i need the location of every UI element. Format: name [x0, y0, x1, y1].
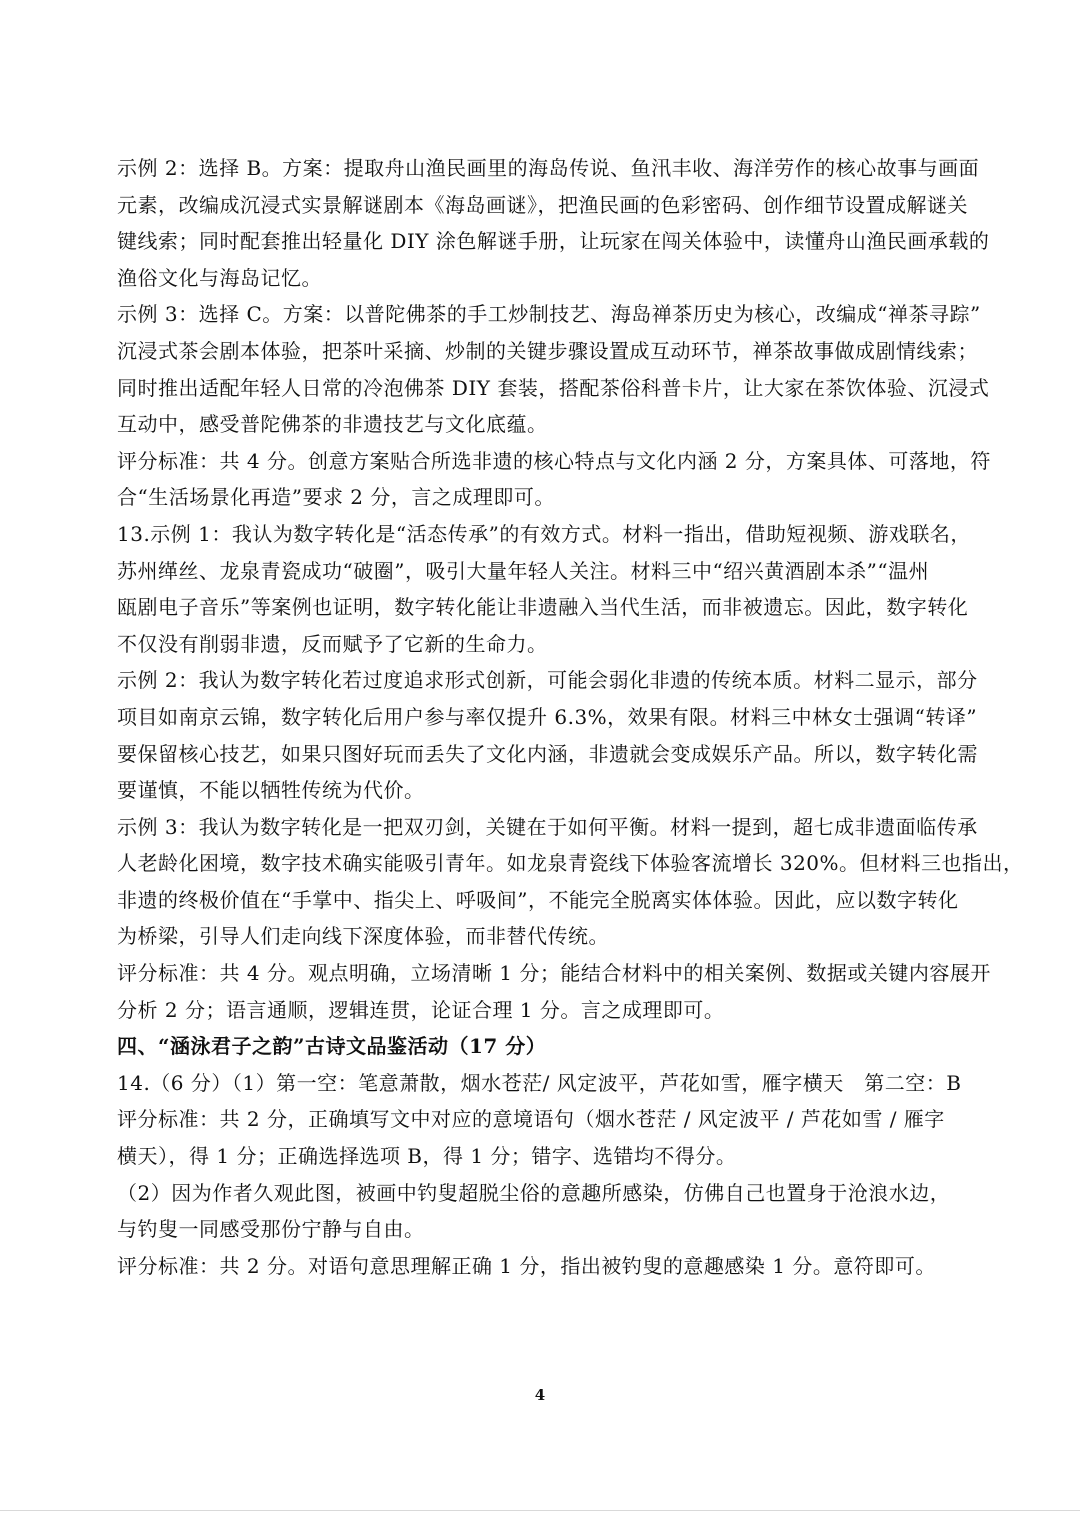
text-line: 互动中，感受普陀佛茶的非遗技艺与文化底蕴。 — [117, 412, 548, 437]
text-line: 为桥梁，引导人们走向线下深度体验，而非替代传统。 — [117, 924, 609, 949]
text-line: 人老龄化困境，数字技术确实能吸引青年。如龙泉青瓷线下体验客流增长 320%。但材料三也指出， — [117, 851, 1024, 876]
text-line: 渔俗文化与海岛记忆。 — [117, 265, 322, 290]
scoring-criteria-line: 合“生活场景化再造”要求 2 分，言之成理即可。 — [117, 485, 555, 510]
text-line: 要谨慎，不能以牺牲传统为代价。 — [117, 778, 425, 803]
text-line: 不仅没有削弱非遗，反而赋予了它新的生命力。 — [117, 631, 548, 656]
text-line: 示例 3：选择 C。方案：以普陀佛茶的手工炒制技艺、海岛禅茶历史为核心，改编成“禅茶寻踪” — [117, 302, 981, 327]
text-line: 项目如南京云锦，数字转化后用户参与率仅提升 6.3%，效果有限。材料三中林女士强调“转译” — [117, 704, 978, 729]
text-line: 同时推出适配年轻人日常的冷泡佛茶 DIY 套装，搭配茶俗科普卡片，让大家在茶饮体验、沉浸式 — [117, 375, 990, 400]
text-line: 元素，改编成沉浸式实景解谜剧本《海岛画谜》，把渔民画的色彩密码、创作细节设置成解谜关 — [117, 192, 968, 217]
text-line: 沉浸式茶会剧本体验，把茶叶采摘、炒制的关键步骤设置成互动环节，禅茶故事做成剧情线索； — [117, 338, 978, 363]
text-line: 示例 2：我认为数字转化若过度追求形式创新，可能会弱化非遗的传统本质。材料二显示，部分 — [117, 668, 978, 693]
text-line: 瓯剧电子音乐”等案例也证明，数字转化能让非遗融入当代生活，而非被遗忘。因此，数字转化 — [117, 595, 969, 620]
text-line: 苏州缂丝、龙泉青瓷成功“破圈”，吸引大量年轻人关注。材料三中“绍兴黄酒剧本杀”“温州 — [117, 558, 930, 583]
scoring-criteria-line: 评分标准：共 4 分。创意方案贴合所选非遗的核心特点与文化内涵 2 分，方案具体、可落地，符 — [117, 448, 991, 473]
scoring-criteria-line: 分析 2 分；语言通顺，逻辑连贯，论证合理 1 分。言之成理即可。 — [117, 997, 725, 1022]
page-number: 4 — [534, 1386, 546, 1404]
section-heading: 四、“涵泳君子之韵”古诗文品鉴活动（17 分） — [117, 1034, 547, 1059]
scoring-criteria-line: 评分标准：共 4 分。观点明确，立场清晰 1 分；能结合材料中的相关案例、数据或关键内容展开 — [117, 961, 991, 986]
text-line: 非遗的终极价值在“手掌中、指尖上、呼吸间”，不能完全脱离实体体验。因此，应以数字转化 — [117, 887, 959, 912]
text-line: 14.（6 分）（1）第一空：笔意萧散，烟水苍茫/ 风定波平，芦花如雪，雁字横天 第二空：B — [117, 1070, 962, 1095]
text-line: 与钓叟一同感受那份宁静与自由。 — [117, 1217, 425, 1242]
text-line: 13.示例 1：我认为数字转化是“活态传承”的有效方式。材料一指出，借助短视频、游戏联名， — [117, 521, 971, 546]
scoring-criteria-line: 评分标准：共 2 分，正确填写文中对应的意境语句（烟水苍茫 / 风定波平 / 芦花如雪 / 雁字 — [117, 1107, 945, 1132]
text-line: 要保留核心技艺，如果只图好玩而丢失了文化内涵，非遗就会变成娱乐产品。所以，数字转化需 — [117, 741, 978, 766]
scoring-criteria-line: 评分标准：共 2 分。对语句意思理解正确 1 分，指出被钓叟的意趣感染 1 分。意符即可。 — [117, 1253, 936, 1278]
text-line: 示例 3：我认为数字转化是一把双刃剑，关键在于如何平衡。材料一提到，超七成非遗面临传承 — [117, 814, 978, 839]
bottom-divider — [0, 1510, 1080, 1511]
text-line: 示例 2：选择 B。方案：提取舟山渔民画里的海岛传说、鱼汛丰收、海洋劳作的核心故事与画面 — [117, 156, 980, 180]
text-line: （2）因为作者久观此图，被画中钓叟超脱尘俗的意趣所感染，仿佛自己也置身于沧浪水边， — [117, 1180, 951, 1205]
text-line: 键线索；同时配套推出轻量化 DIY 涂色解谜手册，让玩家在闯关体验中，读懂舟山渔民画承载的 — [117, 229, 990, 254]
scoring-criteria-line: 横天），得 1 分；正确选择选项 B，得 1 分；错字、选错均不得分。 — [117, 1144, 737, 1169]
answer-key-body — [117, 150, 1024, 1284]
